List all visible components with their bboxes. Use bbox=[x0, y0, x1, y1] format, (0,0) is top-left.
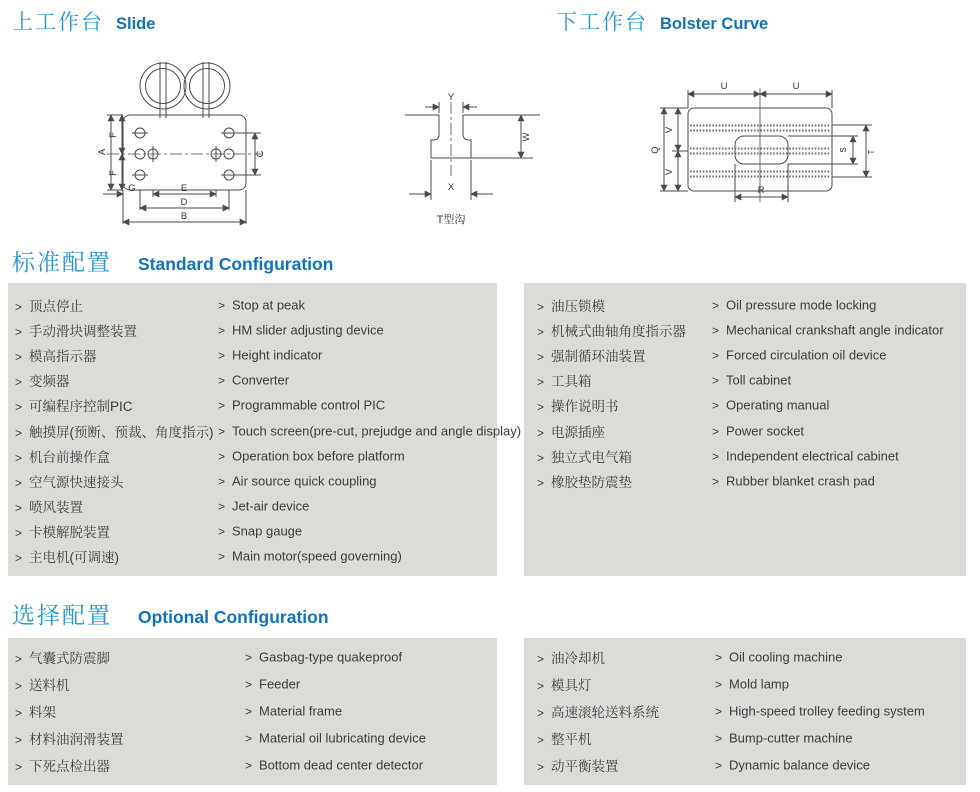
config-item-row bbox=[524, 468, 966, 493]
bullet-marker: > bbox=[245, 704, 253, 718]
optional-heading-en: Optional Configuration bbox=[138, 607, 329, 627]
item-label: Rubber blanket crash pad bbox=[726, 473, 875, 489]
item-zh bbox=[537, 421, 605, 441]
item-label: Oil cooling machine bbox=[729, 649, 843, 664]
item-label: Material oil lubricating device bbox=[259, 730, 426, 745]
item-en bbox=[245, 649, 402, 664]
item-label: Snap gauge bbox=[232, 523, 303, 539]
config-item-row bbox=[8, 292, 497, 317]
bullet-marker: > bbox=[218, 348, 226, 363]
bullet-marker: > bbox=[218, 499, 226, 514]
config-item-row bbox=[8, 342, 497, 367]
item-label: Material frame bbox=[259, 703, 343, 718]
bullet-marker: > bbox=[537, 400, 545, 415]
config-item-row bbox=[524, 670, 966, 697]
config-item-row bbox=[8, 393, 497, 418]
bullet-marker: > bbox=[712, 424, 720, 439]
bullet-marker: > bbox=[712, 348, 720, 363]
item-label: 电源插座 bbox=[551, 424, 606, 440]
item-label: 模高指示器 bbox=[29, 348, 97, 364]
standard-configuration-heading bbox=[12, 244, 333, 277]
config-item-row bbox=[8, 468, 497, 493]
bullet-marker: > bbox=[537, 759, 545, 774]
dim-label-t: T bbox=[867, 149, 876, 155]
bullet-marker: > bbox=[245, 758, 253, 772]
item-label: Forced circulation oil device bbox=[726, 347, 887, 363]
bullet-marker: > bbox=[15, 759, 23, 774]
item-en bbox=[712, 473, 875, 488]
item-zh bbox=[537, 320, 686, 340]
config-item-row bbox=[8, 519, 497, 544]
bullet-marker: > bbox=[245, 677, 253, 691]
item-label: Oil pressure mode locking bbox=[726, 297, 877, 313]
slide-diagram bbox=[95, 52, 345, 237]
item-en bbox=[218, 448, 405, 463]
optional-heading-zh: 选择配置 bbox=[12, 602, 112, 628]
item-label: 可编程序控制PIC bbox=[29, 399, 133, 415]
item-zh bbox=[537, 345, 646, 365]
bullet-marker: > bbox=[218, 524, 226, 539]
item-zh bbox=[15, 546, 119, 566]
item-label: 手动滑块调整装置 bbox=[29, 323, 138, 339]
item-label: Power socket bbox=[726, 423, 805, 439]
bullet-marker: > bbox=[218, 474, 226, 489]
dim-label-y: Y bbox=[447, 92, 455, 103]
config-item-row bbox=[8, 418, 522, 443]
slide-title-zh: 上工作台 bbox=[12, 11, 104, 34]
item-label: 顶点停止 bbox=[29, 298, 84, 314]
item-zh bbox=[537, 471, 632, 491]
bullet-marker: > bbox=[715, 677, 723, 691]
dim-label-q: Q bbox=[650, 146, 661, 154]
item-label: Height indicator bbox=[232, 347, 323, 363]
bullet-marker: > bbox=[15, 450, 23, 465]
item-label: 送料机 bbox=[29, 677, 70, 693]
item-label: 料架 bbox=[29, 704, 57, 720]
item-zh bbox=[537, 295, 605, 315]
item-zh bbox=[15, 647, 110, 667]
item-en bbox=[715, 676, 789, 691]
bullet-marker: > bbox=[537, 349, 545, 364]
config-item-row bbox=[524, 643, 966, 670]
optional-config-right-panel bbox=[524, 638, 966, 785]
dim-label-e: E bbox=[180, 183, 188, 194]
config-item-row bbox=[524, 342, 966, 367]
item-en bbox=[712, 322, 944, 337]
bullet-marker: > bbox=[15, 299, 23, 314]
item-label: Independent electrical cabinet bbox=[726, 448, 899, 464]
item-en bbox=[712, 398, 829, 413]
item-label: Converter bbox=[232, 372, 290, 388]
bullet-marker: > bbox=[15, 349, 23, 364]
item-label: Main motor(speed governing) bbox=[232, 548, 402, 564]
item-zh bbox=[15, 370, 70, 390]
bullet-marker: > bbox=[537, 651, 545, 666]
item-zh bbox=[537, 370, 592, 390]
item-label: Air source quick coupling bbox=[232, 473, 377, 489]
item-label: 高速滚轮送料系统 bbox=[551, 704, 660, 720]
tslot-diagram bbox=[393, 80, 548, 230]
item-label: High-speed trolley feeding system bbox=[729, 703, 925, 718]
item-en bbox=[245, 676, 300, 691]
item-label: 油压锁模 bbox=[551, 298, 606, 314]
item-zh bbox=[15, 496, 83, 516]
item-label: 动平衡装置 bbox=[551, 758, 619, 774]
item-en bbox=[218, 473, 377, 488]
bolster-diagram bbox=[648, 76, 980, 226]
bullet-marker: > bbox=[15, 375, 23, 390]
item-en bbox=[712, 448, 899, 463]
bullet-marker: > bbox=[537, 324, 545, 339]
item-zh bbox=[537, 701, 659, 721]
item-zh bbox=[537, 395, 619, 415]
bolster-title-zh: 下工作台 bbox=[556, 11, 648, 34]
config-item-row bbox=[524, 724, 966, 751]
bullet-marker: > bbox=[715, 704, 723, 718]
item-zh bbox=[537, 446, 632, 466]
item-label: Mold lamp bbox=[729, 676, 789, 691]
item-label: Stop at peak bbox=[232, 297, 306, 313]
item-label: 喷风装置 bbox=[29, 500, 84, 516]
config-item-row bbox=[524, 697, 966, 724]
config-item-row bbox=[8, 751, 497, 778]
item-zh bbox=[15, 395, 133, 415]
config-item-row bbox=[8, 724, 497, 751]
item-en bbox=[712, 373, 791, 388]
item-label: HM slider adjusting device bbox=[232, 322, 384, 338]
config-item-row bbox=[524, 393, 966, 418]
bullet-marker: > bbox=[15, 732, 23, 747]
dim-label-u2: U bbox=[792, 81, 800, 92]
item-en bbox=[715, 730, 853, 745]
item-zh bbox=[537, 674, 592, 694]
item-en bbox=[712, 297, 876, 312]
bullet-marker: > bbox=[715, 758, 723, 772]
item-label: Dynamic balance device bbox=[729, 757, 870, 772]
bullet-marker: > bbox=[218, 449, 226, 464]
item-label: 触摸屏(预断、预裁、角度指示) bbox=[29, 424, 214, 440]
item-label: 操作说明书 bbox=[551, 399, 619, 415]
item-zh bbox=[15, 446, 110, 466]
bullet-marker: > bbox=[712, 474, 720, 489]
bullet-marker: > bbox=[245, 650, 253, 664]
dim-label-g: G bbox=[128, 183, 136, 194]
tslot-caption: T型沟 bbox=[436, 214, 466, 226]
item-en bbox=[218, 347, 322, 362]
item-en bbox=[218, 549, 402, 564]
item-label: 气囊式防震脚 bbox=[29, 650, 111, 666]
item-en bbox=[245, 757, 423, 772]
item-en bbox=[218, 322, 384, 337]
bullet-marker: > bbox=[15, 324, 23, 339]
dim-label-w: W bbox=[521, 132, 532, 142]
item-zh bbox=[15, 345, 97, 365]
bolster-section-title bbox=[556, 6, 768, 36]
item-label: 空气源快速接头 bbox=[29, 474, 124, 490]
item-en bbox=[245, 703, 342, 718]
item-label: Jet-air device bbox=[232, 498, 310, 514]
item-label: 机台前操作盒 bbox=[29, 449, 111, 465]
item-zh bbox=[15, 320, 137, 340]
item-en bbox=[712, 347, 886, 362]
item-zh bbox=[15, 295, 83, 315]
bullet-marker: > bbox=[245, 731, 253, 745]
dim-label-r: R bbox=[757, 185, 765, 196]
dim-label-c: C bbox=[255, 150, 266, 158]
bullet-marker: > bbox=[15, 526, 23, 541]
item-zh bbox=[15, 521, 110, 541]
config-item-row bbox=[8, 494, 497, 519]
optional-config-left-panel bbox=[8, 638, 497, 785]
bullet-marker: > bbox=[715, 731, 723, 745]
dim-label-b: B bbox=[180, 211, 188, 222]
item-zh bbox=[15, 755, 110, 775]
slide-section-title bbox=[12, 6, 155, 36]
item-zh bbox=[15, 674, 70, 694]
dim-label-f2: F bbox=[108, 170, 119, 176]
bullet-marker: > bbox=[15, 705, 23, 720]
config-item-row bbox=[524, 292, 966, 317]
bullet-marker: > bbox=[712, 398, 720, 413]
bullet-marker: > bbox=[715, 650, 723, 664]
bullet-marker: > bbox=[712, 449, 720, 464]
bullet-marker: > bbox=[537, 425, 545, 440]
item-label: 变频器 bbox=[29, 374, 70, 390]
item-label: Operation box before platform bbox=[232, 448, 405, 464]
config-item-row bbox=[8, 443, 497, 468]
item-label: Gasbag-type quakeproof bbox=[259, 649, 403, 664]
bullet-marker: > bbox=[537, 705, 545, 720]
item-label: Programmable control PIC bbox=[232, 397, 386, 413]
config-item-row bbox=[8, 317, 497, 342]
bullet-marker: > bbox=[15, 551, 23, 566]
item-label: 整平机 bbox=[551, 731, 592, 747]
bullet-marker: > bbox=[712, 373, 720, 388]
item-en bbox=[715, 703, 925, 718]
bullet-marker: > bbox=[15, 475, 23, 490]
item-label: Bump-cutter machine bbox=[729, 730, 853, 745]
optional-configuration-heading bbox=[12, 597, 329, 630]
dim-label-v2: V bbox=[664, 168, 675, 176]
item-label: 强制循环油装置 bbox=[551, 348, 646, 364]
bullet-marker: > bbox=[537, 678, 545, 693]
bullet-marker: > bbox=[712, 298, 720, 313]
bullet-marker: > bbox=[537, 450, 545, 465]
item-label: 卡模解脱装置 bbox=[29, 525, 111, 541]
item-zh bbox=[537, 647, 605, 667]
item-label: Bottom dead center detector bbox=[259, 757, 424, 772]
item-label: Touch screen(pre-cut, prejudge and angle display) bbox=[232, 423, 522, 439]
bullet-marker: > bbox=[218, 298, 226, 313]
bullet-marker: > bbox=[15, 501, 23, 516]
bullet-marker: > bbox=[537, 299, 545, 314]
config-item-row bbox=[524, 418, 966, 443]
item-label: 下死点检出器 bbox=[29, 758, 111, 774]
item-zh bbox=[15, 471, 124, 491]
dim-label-v1: V bbox=[664, 126, 675, 134]
item-label: Mechanical crankshaft angle indicator bbox=[726, 322, 944, 338]
item-zh bbox=[15, 701, 56, 721]
bullet-marker: > bbox=[218, 398, 226, 413]
dim-label-x: X bbox=[447, 182, 455, 193]
standard-config-right-panel bbox=[524, 283, 966, 576]
bullet-marker: > bbox=[218, 373, 226, 388]
bullet-marker: > bbox=[218, 424, 226, 439]
config-item-row bbox=[8, 670, 497, 697]
config-item-row bbox=[524, 443, 966, 468]
bullet-marker: > bbox=[712, 323, 720, 338]
item-label: 模具灯 bbox=[551, 677, 592, 693]
item-en bbox=[218, 423, 521, 438]
item-label: 主电机(可调速) bbox=[29, 550, 120, 566]
bullet-marker: > bbox=[537, 475, 545, 490]
dim-label-u1: U bbox=[720, 81, 728, 92]
item-label: 机械式曲轴角度指示器 bbox=[551, 323, 687, 339]
dim-label-d: D bbox=[180, 197, 188, 208]
item-zh bbox=[537, 728, 592, 748]
bullet-marker: > bbox=[537, 732, 545, 747]
bullet-marker: > bbox=[218, 323, 226, 338]
item-en bbox=[218, 373, 289, 388]
config-item-row bbox=[524, 751, 966, 778]
item-label: Feeder bbox=[259, 676, 301, 691]
standard-heading-zh: 标准配置 bbox=[12, 249, 112, 275]
item-label: 工具箱 bbox=[551, 374, 592, 390]
item-en bbox=[218, 297, 305, 312]
item-label: Toll cabinet bbox=[726, 372, 792, 388]
item-en bbox=[218, 398, 385, 413]
item-en bbox=[715, 649, 842, 664]
bullet-marker: > bbox=[15, 651, 23, 666]
item-label: 材料油润滑装置 bbox=[29, 731, 124, 747]
item-zh bbox=[15, 728, 124, 748]
config-item-row bbox=[8, 368, 497, 393]
dim-label-s: S bbox=[839, 147, 848, 153]
standard-config-left-panel bbox=[8, 283, 522, 576]
item-en bbox=[218, 524, 302, 539]
config-item-row bbox=[524, 317, 966, 342]
item-zh bbox=[15, 421, 214, 441]
item-label: 橡胶垫防震垫 bbox=[551, 474, 633, 490]
item-en bbox=[712, 423, 804, 438]
standard-heading-en: Standard Configuration bbox=[138, 254, 334, 274]
bolster-title-en: Bolster Curve bbox=[660, 15, 769, 33]
config-item-row bbox=[8, 643, 497, 670]
dim-label-f1: F bbox=[108, 132, 119, 138]
item-zh bbox=[537, 755, 619, 775]
item-label: 独立式电气箱 bbox=[551, 449, 633, 465]
item-en bbox=[245, 730, 426, 745]
bullet-marker: > bbox=[15, 400, 23, 415]
bullet-marker: > bbox=[15, 425, 23, 440]
item-en bbox=[715, 757, 870, 772]
item-label: Operating manual bbox=[726, 397, 830, 413]
config-item-row bbox=[524, 368, 966, 393]
config-item-row bbox=[8, 697, 497, 724]
bullet-marker: > bbox=[218, 549, 226, 564]
item-en bbox=[218, 499, 309, 514]
config-item-row bbox=[8, 544, 497, 569]
bullet-marker: > bbox=[537, 375, 545, 390]
slide-title-en: Slide bbox=[116, 15, 156, 33]
dim-label-a: A bbox=[97, 148, 108, 156]
bullet-marker: > bbox=[15, 678, 23, 693]
item-label: 油冷却机 bbox=[551, 650, 606, 666]
